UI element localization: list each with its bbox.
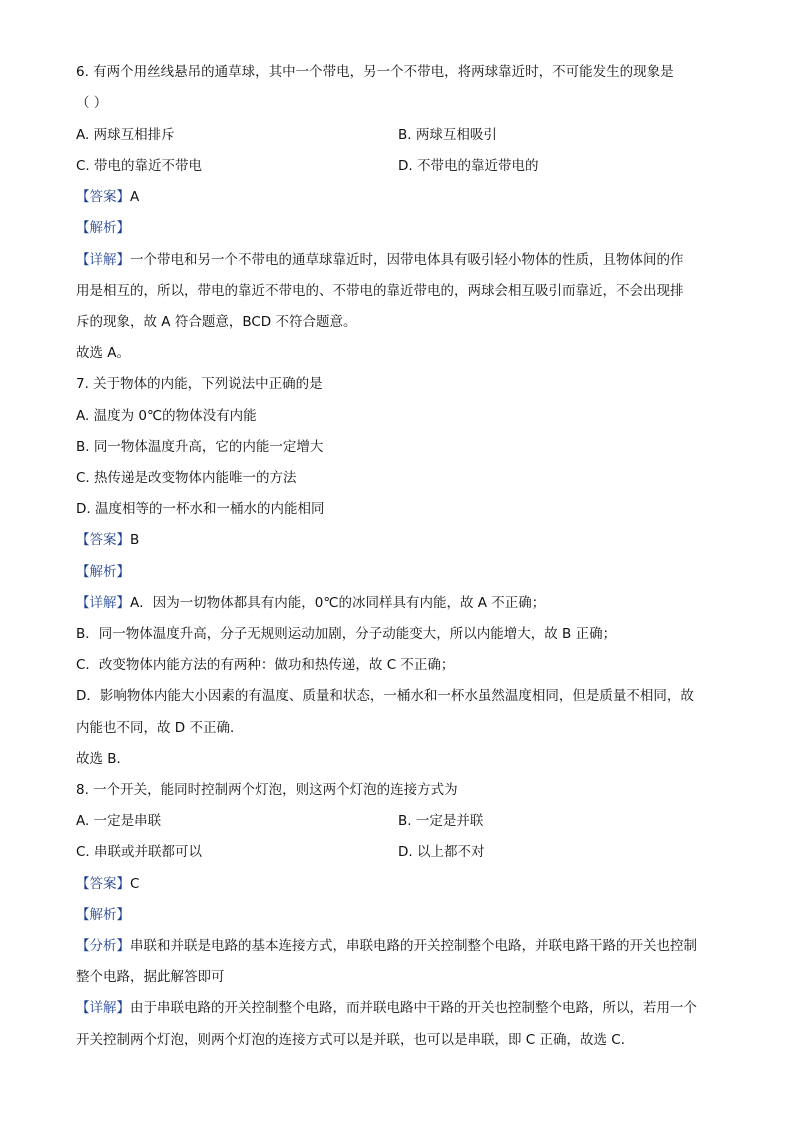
detail-text: A．因为一切物体都具有内能，0℃的冰同样具有内能，故 A 不正确； xyxy=(130,595,546,611)
q8-detail-line2: 开关控制两个灯泡，则两个灯泡的连接方式可以是并联，也可以是串联，即 C 正确，故选 C． xyxy=(76,1032,635,1048)
q7-answer xyxy=(76,530,139,550)
q8-option-a: A. 一定是串联 xyxy=(76,813,162,829)
answer-value: A xyxy=(130,189,140,205)
q6-stem-line1: 6. 有两个用丝线悬吊的通草球，其中一个带电，另一个不带电，将两球靠近时，不可能发生的现象是 xyxy=(76,64,674,80)
q6-answer xyxy=(76,187,139,207)
q8-answer xyxy=(76,874,139,894)
q8-option-d: D. 以上都不对 xyxy=(398,844,485,860)
q7-detail-d-line2: 内能也不同，故 D 不正确． xyxy=(76,720,244,736)
q8-analysis-tag: 【解析】 xyxy=(76,907,130,923)
q8-option-c: C. 串联或并联都可以 xyxy=(76,844,203,860)
q7-detail-a xyxy=(76,593,545,613)
answer-tag: 【答案】 xyxy=(76,189,130,205)
q6-stem-line2: （ ） xyxy=(76,95,108,111)
q7-conclusion: 故选 B． xyxy=(76,751,131,767)
q7-option-d: D. 温度相等的一杯水和一桶水的内能相同 xyxy=(76,501,325,517)
q7-option-a: A. 温度为 0℃的物体没有内能 xyxy=(76,408,257,424)
q7-detail-c: C．改变物体内能方法的有两种：做功和热传递，故 C 不正确； xyxy=(76,657,455,673)
q6-option-a: A. 两球互相排斥 xyxy=(76,127,175,143)
answer-value: B xyxy=(130,532,140,548)
q6-detail-line2: 用是相互的，所以，带电的靠近不带电的、不带电的靠近带电的，两球会相互吸引而靠近，不会出现排 xyxy=(76,283,684,299)
answer-tag: 【答案】 xyxy=(76,876,130,892)
q8-fenxi-line2: 整个电路，据此解答即可 xyxy=(76,969,225,985)
detail-text: 由于串联电路的开关控制整个电路，而并联电路中干路的开关也控制整个电路，所以，若用一个 xyxy=(130,1000,697,1016)
q6-conclusion: 故选 A。 xyxy=(76,345,131,361)
q7-detail-d-line1: D．影响物体内能大小因素的有温度、质量和状态，一桶水和一杯水虽然温度相同，但是质量不相同，故 xyxy=(76,688,694,704)
q7-stem: 7. 关于物体的内能，下列说法中正确的是 xyxy=(76,376,323,392)
q6-detail-line3: 斥的现象，故 A 符合题意，BCD 不符合题意。 xyxy=(76,314,357,330)
detail-tag: 【详解】 xyxy=(76,252,130,268)
fenxi-tag: 【分析】 xyxy=(76,938,130,954)
fenxi-text: 串联和并联是电路的基本连接方式，串联电路的开关控制整个电路，并联电路干路的开关也控制 xyxy=(130,938,697,954)
answer-value: C xyxy=(130,876,140,892)
detail-tag: 【详解】 xyxy=(76,595,130,611)
detail-text: 一个带电和另一个不带电的通草球靠近时，因带电体具有吸引轻小物体的性质，且物体间的作 xyxy=(130,252,684,268)
q7-option-c: C. 热传递是改变物体内能唯一的方法 xyxy=(76,470,297,486)
q7-option-b: B. 同一物体温度升高，它的内能一定增大 xyxy=(76,439,324,455)
q6-option-d: D. 不带电的靠近带电的 xyxy=(398,158,539,174)
q7-detail-b: B．同一物体温度升高，分子无规则运动加剧，分子动能变大，所以内能增大，故 B 正确； xyxy=(76,626,617,642)
q6-option-c: C. 带电的靠近不带电 xyxy=(76,158,203,174)
detail-tag: 【详解】 xyxy=(76,1000,130,1016)
q8-detail-line1 xyxy=(76,998,697,1018)
q8-stem: 8. 一个开关，能同时控制两个灯泡，则这两个灯泡的连接方式为 xyxy=(76,782,458,798)
q6-option-b: B. 两球互相吸引 xyxy=(398,127,497,143)
q6-analysis-tag: 【解析】 xyxy=(76,220,130,236)
answer-tag: 【答案】 xyxy=(76,532,130,548)
q8-option-b: B. 一定是并联 xyxy=(398,813,484,829)
q8-fenxi-line1 xyxy=(76,936,697,956)
q7-analysis-tag: 【解析】 xyxy=(76,564,130,580)
q6-detail-line1 xyxy=(76,250,684,270)
